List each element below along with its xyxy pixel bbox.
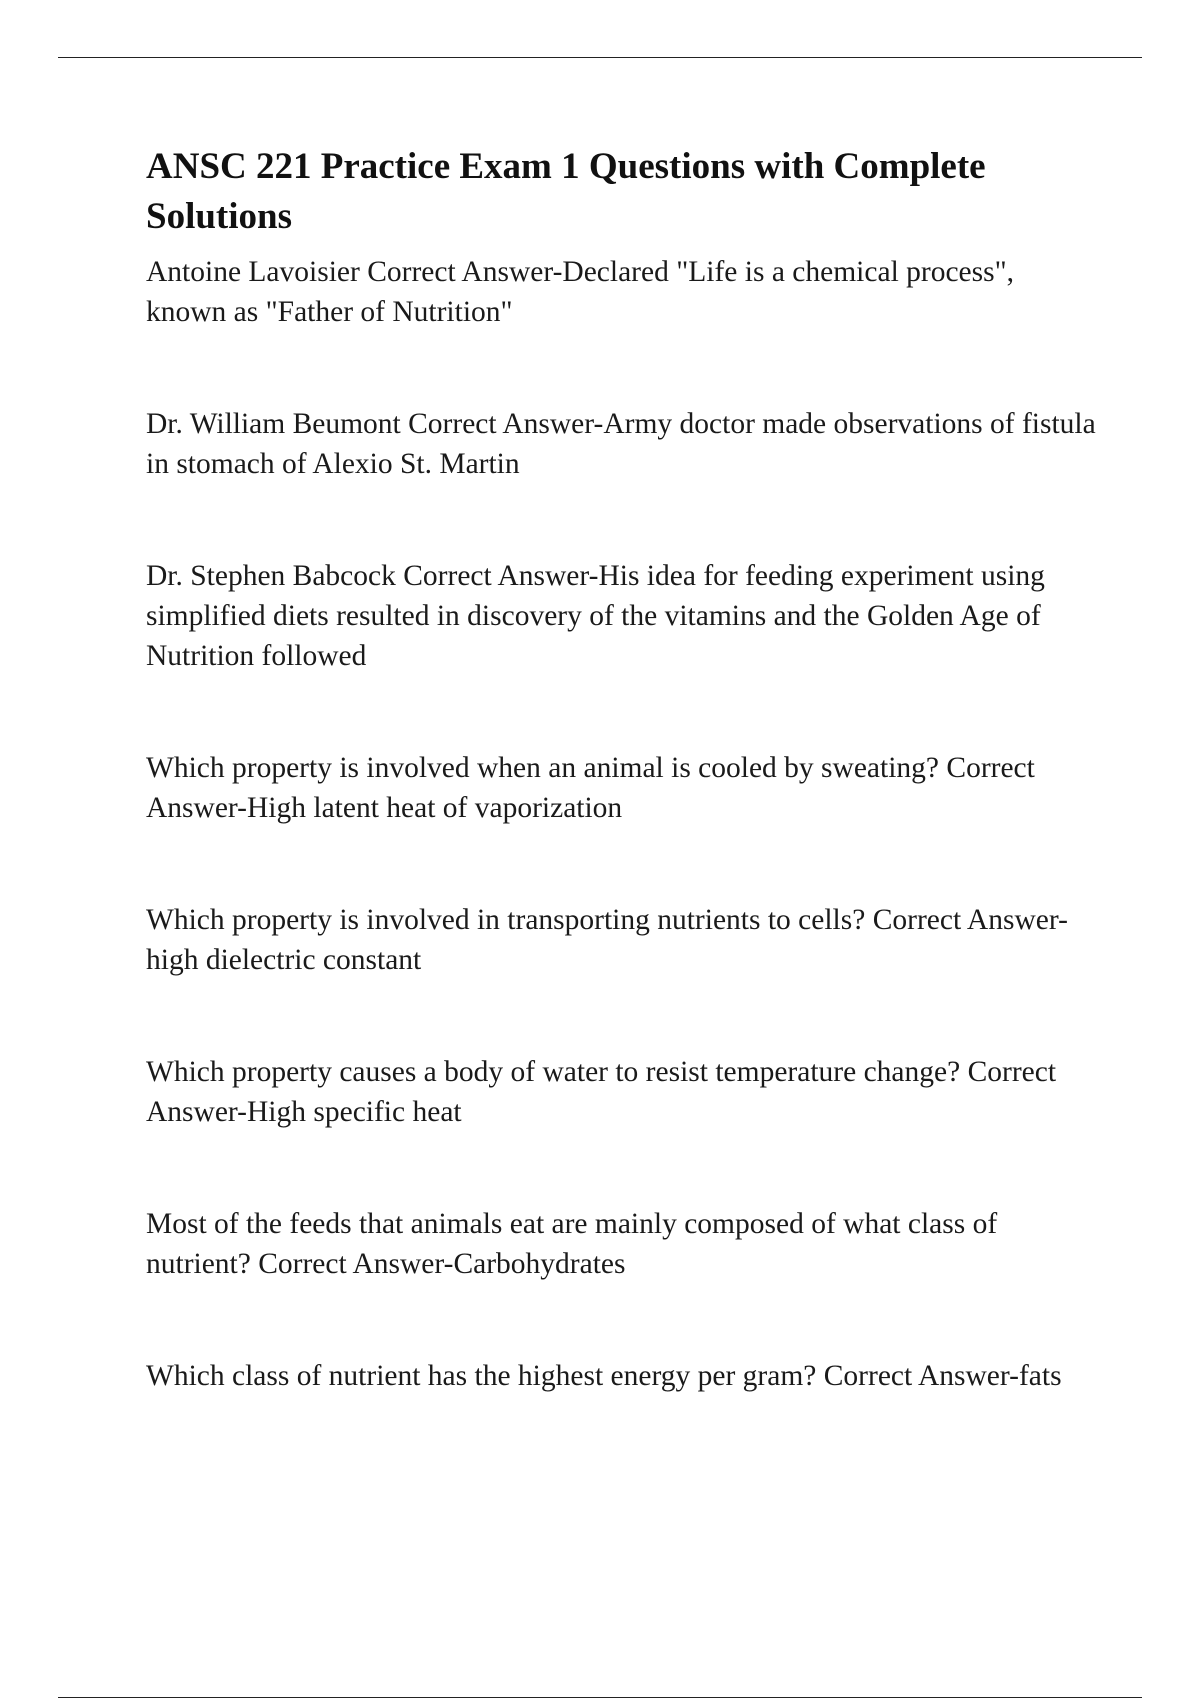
qa-answer: Carbohydrates <box>453 1248 626 1280</box>
qa-answer-label: Correct Answer <box>146 1056 1057 1128</box>
qa-term: Antoine Lavoisier <box>146 256 360 288</box>
document-title: ANSC 221 Practice Exam 1 Questions with Complete Solutions <box>146 146 986 237</box>
qa-entry: Which property causes a body of water to resist temperature change? Correct Answer-High specific heat <box>146 1056 1057 1128</box>
qa-term: Which class of nutrient has the highest energy per gram? <box>146 1360 817 1392</box>
qa-entry: Dr. William Beumont Correct Answer-Army doctor made observations of fistula in stomach of Alexio St. Martin <box>146 408 1096 480</box>
qa-answer: high dielectric constant <box>146 944 422 976</box>
qa-entry: Which class of nutrient has the highest energy per gram? Correct Answer-fats <box>146 1360 1062 1392</box>
qa-term: Which property causes a body of water to resist temperature change? <box>146 1056 961 1088</box>
qa-term: Which property is involved in transporting nutrients to cells? <box>146 904 866 936</box>
qa-answer: Army doctor made observations of fistula in stomach of Alexio St. Martin <box>146 408 1096 480</box>
qa-answer: High specific heat <box>247 1096 462 1128</box>
qa-answer: Declared "Life is a chemical process", known as "Father of Nutrition" <box>146 256 1015 328</box>
qa-answer-label: Correct Answer <box>408 408 594 440</box>
qa-answer: His idea for feeding experiment using simplified diets resulted in discovery of the vitamins and the Golden Age of Nutrition followed <box>146 560 1045 672</box>
qa-answer-label: Correct Answer <box>823 1360 1010 1392</box>
top-divider <box>58 57 1142 58</box>
qa-answer-label: Correct Answer <box>146 752 1035 824</box>
qa-answer-label: Correct Answer <box>258 1248 444 1280</box>
qa-list <box>146 252 1096 1396</box>
qa-answer-label: Correct Answer <box>872 904 1059 936</box>
qa-answer-label: Correct Answer <box>367 256 553 288</box>
qa-entry: Dr. Stephen Babcock Correct Answer-His idea for feeding experiment using simplified diets resulted in discovery of the vitamins and the Golden Age of Nutrition followed <box>146 560 1045 672</box>
qa-term: Which property is involved when an animal is cooled by sweating? <box>146 752 940 784</box>
qa-answer-label: Correct Answer <box>403 560 589 592</box>
document-body <box>146 142 1096 1468</box>
qa-answer: fats <box>1018 1360 1062 1392</box>
qa-entry: Antoine Lavoisier Correct Answer-Declared "Life is a chemical process", known as "Father of Nutrition" <box>146 256 1015 328</box>
qa-entry: Which property is involved in transporting nutrients to cells? Correct Answer-high dielectric constant <box>146 904 1068 976</box>
qa-term: Dr. Stephen Babcock <box>146 560 396 592</box>
qa-entry: Most of the feeds that animals eat are mainly composed of what class of nutrient? Correct Answer-Carbohydrates <box>146 1208 998 1280</box>
qa-term: Most of the feeds that animals eat are mainly composed of what class of nutrient? <box>146 1208 998 1280</box>
qa-entry: Which property is involved when an animal is cooled by sweating? Correct Answer-High latent heat of vaporization <box>146 752 1035 824</box>
bottom-divider <box>58 1697 1142 1698</box>
qa-term: Dr. William Beumont <box>146 408 401 440</box>
qa-answer: High latent heat of vaporization <box>247 792 623 824</box>
